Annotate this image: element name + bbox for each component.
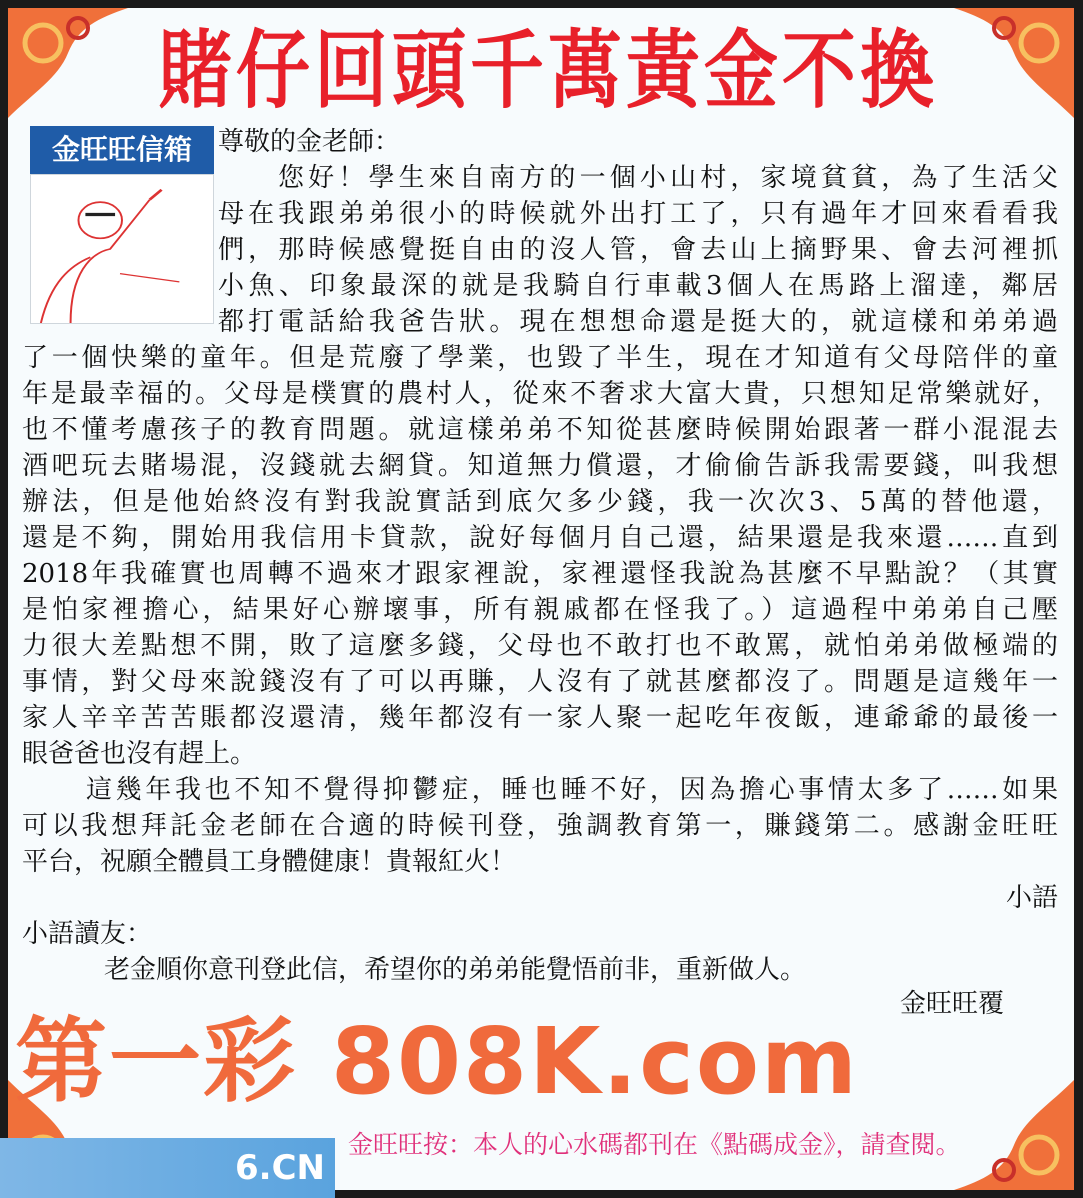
columnist-illustration xyxy=(30,174,214,324)
letter-line: 眼爸爸也沒有趕上。 xyxy=(22,739,257,769)
letter-line: 小魚、印象最深的就是我騎自行車載3個人在馬路上溜達，鄰居 xyxy=(218,271,1058,301)
letter-line: 辦法，但是他始終沒有對我說實話到底欠多少錢，我一次次3、5萬的替他還， xyxy=(22,487,1058,517)
letter-line: 了一個快樂的童年。但是荒廢了學業，也毀了半生，現在才知道有父母陪伴的童 xyxy=(22,343,1058,373)
letter-line: 們，那時候感覺挺自由的沒人管，會去山上摘野果、會去河裡抓 xyxy=(218,235,1058,265)
reply-body: 老金順你意刊登此信，希望你的弟弟能覺悟前非，重新做人。 xyxy=(104,955,807,985)
site-logo xyxy=(0,1138,335,1198)
corner-ornament-icon xyxy=(954,8,1074,118)
letter-line: 年是最幸福的。父母是樸實的農村人，從來不奢求大富大貴，只想知足常樂就好， xyxy=(22,379,1058,409)
letter-signature: 小語 xyxy=(1005,883,1058,913)
headline: 賭仔回頭千萬黃金不換 xyxy=(158,21,938,121)
letter-line: 酒吧玩去賭場混，沒錢就去網貸。知道無力償還，才偷偷告訴我需要錢，叫我想 xyxy=(22,451,1058,481)
letter-line: 平台，祝願全體員工身體健康！貴報紅火！ xyxy=(22,847,517,877)
letter-line: 也不懂考慮孩子的教育問題。就這樣弟弟不知從甚麼時候開始跟著一群小混混去 xyxy=(22,415,1058,445)
corner-ornament-icon xyxy=(954,1080,1074,1190)
corner-ornament-icon xyxy=(8,8,128,118)
letter-line: 還是不夠，開始用我信用卡貸款，說好每個月自己還，結果還是我來還……直到 xyxy=(22,523,1058,553)
editor-note: 金旺旺按：本人的心水碼都刊在《點碼成金》，請查閱。 xyxy=(348,1130,961,1159)
letter-line: 是怕家裡擔心，結果好心辦壞事，所有親戚都在怪我了。）這過程中弟弟自己壓 xyxy=(22,595,1058,625)
letter-line: 力很大差點想不開，敗了這麼多錢，父母也不敢打也不敢罵，就怕弟弟做極端的 xyxy=(22,631,1058,661)
letter-line: 都打電話給我爸告狀。現在想想命還是挺大的，就這樣和弟弟過 xyxy=(218,307,1058,337)
reply-signature: 金旺旺覆 xyxy=(899,989,1004,1019)
letter-line: 事情，對父母來說錢沒有了可以再賺，人沒有了就甚麼都沒了。問題是這幾年一 xyxy=(22,667,1058,697)
letter-line: 2018年我確實也周轉不過來才跟家裡說，家裡還怪我說為甚麼不早點說？（其實 xyxy=(22,559,1058,589)
watermark: 第一彩 808K.com xyxy=(15,1008,859,1115)
letter-line: 您好！學生來自南方的一個小山村，家境貧貧，為了生活父 xyxy=(278,163,1058,193)
letter-line: 家人辛辛苦苦賬都沒還清，幾年都沒有一家人聚一起吃年夜飯，連爺爺的最後一 xyxy=(22,703,1058,733)
letter-salutation: 尊敬的金老師： xyxy=(218,127,401,157)
letter-line: 可以我想拜託金老師在合適的時候刊登，強調教育第一，賺錢第二。感謝金旺旺 xyxy=(22,811,1058,841)
column-badge: 金旺旺信箱 xyxy=(30,126,214,174)
letter-line: 這幾年我也不知不覺得抑鬱症，睡也睡不好，因為擔心事情太多了……如果 xyxy=(86,775,1058,805)
logo-text: 6.CN xyxy=(235,1148,325,1188)
reply-greeting: 小語讀友： xyxy=(22,919,153,949)
letter-line: 母在我跟弟弟很小的時候就外出打工了，只有過年才回來看看我 xyxy=(218,199,1058,229)
